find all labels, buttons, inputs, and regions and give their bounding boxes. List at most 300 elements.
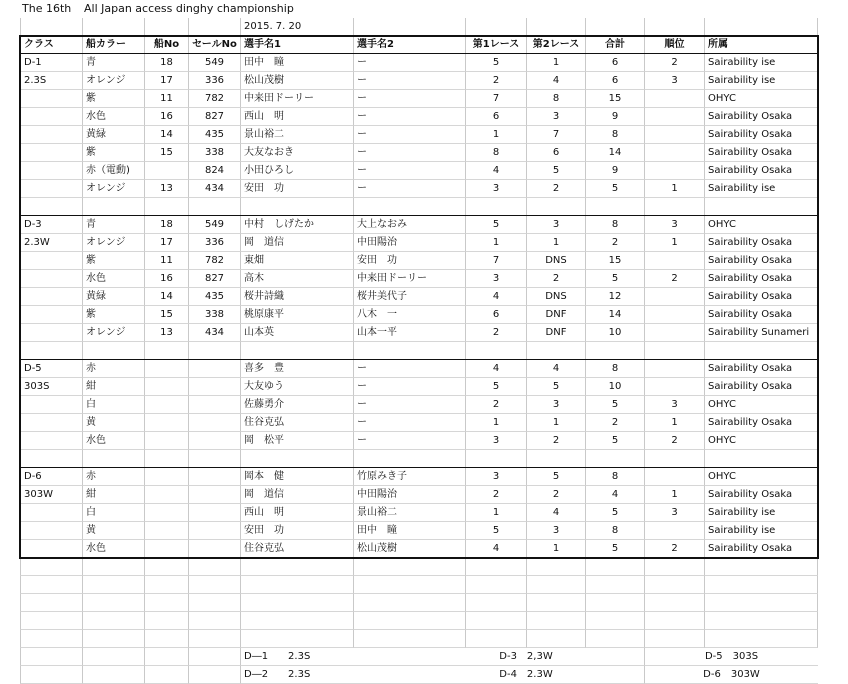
cell-sail-no[interactable] bbox=[189, 198, 241, 216]
cell-sail-no[interactable]: 338 bbox=[189, 144, 241, 162]
cell-sail-no[interactable]: 435 bbox=[189, 126, 241, 144]
cell-boat-color[interactable] bbox=[83, 630, 145, 648]
cell-sail-no[interactable] bbox=[189, 612, 241, 630]
cell-skipper-1[interactable]: 佐藤勇介 bbox=[241, 396, 354, 414]
cell-boat-no[interactable]: 15 bbox=[145, 306, 189, 324]
cell-sail-no[interactable] bbox=[189, 432, 241, 450]
cell-race-2[interactable]: DNF bbox=[527, 306, 586, 324]
cell-affiliation[interactable] bbox=[705, 576, 818, 594]
cell-affiliation[interactable]: OHYC bbox=[705, 90, 818, 108]
cell-race-2[interactable]: 3 bbox=[527, 108, 586, 126]
cell-boat-no[interactable]: 17 bbox=[145, 72, 189, 90]
cell-class[interactable] bbox=[20, 342, 83, 360]
cell-boat-no[interactable] bbox=[145, 378, 189, 396]
cell-rank[interactable] bbox=[645, 630, 705, 648]
cell-rank[interactable]: 2 bbox=[645, 540, 705, 558]
cell-affiliation[interactable]: OHYC bbox=[705, 396, 818, 414]
cell-total[interactable]: 8 bbox=[586, 360, 645, 378]
cell-skipper-2[interactable] bbox=[354, 18, 466, 36]
cell-race-2[interactable]: 2 bbox=[527, 180, 586, 198]
cell-class[interactable] bbox=[20, 252, 83, 270]
cell-affiliation[interactable]: Sairability Osaka bbox=[705, 486, 818, 504]
cell-rank[interactable]: 1 bbox=[645, 234, 705, 252]
cell-boat-no[interactable] bbox=[145, 432, 189, 450]
cell-boat-no[interactable]: 18 bbox=[145, 54, 189, 72]
cell-boat-color[interactable]: 黄 bbox=[83, 522, 145, 540]
cell-sail-no[interactable] bbox=[189, 576, 241, 594]
cell-race-1[interactable]: 8 bbox=[466, 144, 527, 162]
cell-boat-color[interactable]: オレンジ bbox=[83, 72, 145, 90]
cell-sail-no[interactable]: 434 bbox=[189, 324, 241, 342]
column-header-rank[interactable]: 順位 bbox=[645, 36, 705, 54]
cell-skipper-2[interactable]: 竹原みき子 bbox=[354, 468, 466, 486]
cell-skipper-1[interactable]: 高木 bbox=[241, 270, 354, 288]
cell-affiliation[interactable]: Sairability ise bbox=[705, 72, 818, 90]
cell-sail-no[interactable] bbox=[189, 504, 241, 522]
cell-boat-color[interactable]: 紫 bbox=[83, 90, 145, 108]
cell-boat-color[interactable]: 紫 bbox=[83, 144, 145, 162]
cell-class[interactable] bbox=[20, 90, 83, 108]
cell-race-1[interactable]: 3 bbox=[466, 180, 527, 198]
cell-race-2[interactable]: 7 bbox=[527, 126, 586, 144]
column-header-boat-color[interactable]: 船カラー bbox=[83, 36, 145, 54]
cell-total[interactable] bbox=[586, 648, 645, 666]
cell-total[interactable]: 5 bbox=[586, 270, 645, 288]
cell-total[interactable] bbox=[586, 612, 645, 630]
cell-skipper-2[interactable] bbox=[354, 630, 466, 648]
cell-skipper-1[interactable]: 大友なおき bbox=[241, 144, 354, 162]
cell-race-2[interactable]: 1 bbox=[527, 234, 586, 252]
cell-total[interactable] bbox=[586, 594, 645, 612]
cell-affiliation[interactable]: Sairability ise bbox=[705, 522, 818, 540]
cell-skipper-1[interactable]: 田中 瞳 bbox=[241, 54, 354, 72]
cell-sail-no[interactable]: 827 bbox=[189, 108, 241, 126]
cell-boat-no[interactable] bbox=[145, 198, 189, 216]
cell-skipper-2[interactable]: ー bbox=[354, 360, 466, 378]
cell-rank[interactable] bbox=[645, 342, 705, 360]
cell-skipper-2[interactable] bbox=[354, 558, 466, 576]
cell-affiliation[interactable]: Sairability Osaka bbox=[705, 270, 818, 288]
cell-boat-no[interactable] bbox=[145, 576, 189, 594]
cell-race-2[interactable] bbox=[527, 594, 586, 612]
cell-rank[interactable]: 3 bbox=[645, 216, 705, 234]
cell-affiliation[interactable]: Sairability Osaka bbox=[705, 144, 818, 162]
cell-race-1[interactable]: 5 bbox=[466, 378, 527, 396]
cell-class[interactable] bbox=[20, 630, 83, 648]
cell-race-2[interactable]: DNS bbox=[527, 288, 586, 306]
cell-race-1[interactable]: 2 bbox=[466, 324, 527, 342]
cell-affiliation[interactable] bbox=[705, 558, 818, 576]
cell-class[interactable] bbox=[20, 558, 83, 576]
footer-class-label[interactable]: D―2 2.3S bbox=[241, 666, 466, 684]
cell-affiliation[interactable]: Sairability Osaka bbox=[705, 252, 818, 270]
cell-total[interactable]: 15 bbox=[586, 252, 645, 270]
cell-sail-no[interactable]: 782 bbox=[189, 252, 241, 270]
cell-race-2[interactable]: 2 bbox=[527, 486, 586, 504]
cell-boat-no[interactable] bbox=[145, 450, 189, 468]
cell-affiliation[interactable] bbox=[705, 450, 818, 468]
cell-race-2[interactable] bbox=[527, 342, 586, 360]
cell-affiliation[interactable] bbox=[705, 198, 818, 216]
cell-boat-no[interactable] bbox=[145, 630, 189, 648]
cell-race-1[interactable]: 6 bbox=[466, 108, 527, 126]
cell-class[interactable] bbox=[20, 396, 83, 414]
cell-skipper-1[interactable]: 岡 松平 bbox=[241, 432, 354, 450]
cell-rank[interactable] bbox=[645, 306, 705, 324]
cell-affiliation[interactable]: Sairability Osaka bbox=[705, 108, 818, 126]
cell-boat-color[interactable] bbox=[83, 18, 145, 36]
cell-total[interactable]: 8 bbox=[586, 522, 645, 540]
cell-race-1[interactable]: 2 bbox=[466, 486, 527, 504]
cell-sail-no[interactable] bbox=[189, 378, 241, 396]
cell-sail-no[interactable]: 336 bbox=[189, 234, 241, 252]
cell-skipper-2[interactable] bbox=[354, 594, 466, 612]
cell-affiliation[interactable] bbox=[705, 594, 818, 612]
cell-affiliation[interactable] bbox=[705, 612, 818, 630]
cell-boat-color[interactable] bbox=[83, 612, 145, 630]
cell-boat-no[interactable]: 14 bbox=[145, 126, 189, 144]
cell-class[interactable] bbox=[20, 432, 83, 450]
cell-sail-no[interactable]: 435 bbox=[189, 288, 241, 306]
cell-skipper-1[interactable]: 安田 功 bbox=[241, 522, 354, 540]
cell-race-2[interactable]: 6 bbox=[527, 144, 586, 162]
cell-race-2[interactable]: 1 bbox=[527, 414, 586, 432]
cell-total[interactable] bbox=[586, 342, 645, 360]
cell-sail-no[interactable] bbox=[189, 594, 241, 612]
cell-race-1[interactable]: 5 bbox=[466, 216, 527, 234]
cell-affiliation[interactable]: Sairability Osaka bbox=[705, 360, 818, 378]
cell-sail-no[interactable] bbox=[189, 360, 241, 378]
cell-sail-no[interactable] bbox=[189, 666, 241, 684]
cell-affiliation[interactable]: Sairability Osaka bbox=[705, 540, 818, 558]
cell-rank[interactable]: 3 bbox=[645, 396, 705, 414]
cell-affiliation[interactable]: OHYC bbox=[705, 216, 818, 234]
cell-race-1[interactable]: 3 bbox=[466, 432, 527, 450]
cell-skipper-2[interactable]: ー bbox=[354, 144, 466, 162]
cell-total[interactable]: 6 bbox=[586, 72, 645, 90]
cell-race-2[interactable]: 8 bbox=[527, 90, 586, 108]
cell-boat-color[interactable] bbox=[83, 648, 145, 666]
cell-race-1[interactable]: 5 bbox=[466, 54, 527, 72]
cell-skipper-2[interactable]: ー bbox=[354, 414, 466, 432]
cell-race-1[interactable] bbox=[466, 630, 527, 648]
cell-class[interactable] bbox=[20, 540, 83, 558]
cell-class[interactable] bbox=[20, 576, 83, 594]
cell-race-1[interactable]: 4 bbox=[466, 360, 527, 378]
cell-boat-color[interactable]: 紺 bbox=[83, 486, 145, 504]
cell-class[interactable] bbox=[20, 162, 83, 180]
cell-skipper-2[interactable]: 中田陽治 bbox=[354, 486, 466, 504]
cell-skipper-2[interactable]: ー bbox=[354, 90, 466, 108]
cell-boat-color[interactable]: 赤 bbox=[83, 360, 145, 378]
cell-boat-no[interactable] bbox=[145, 18, 189, 36]
column-header-class[interactable]: クラス bbox=[20, 36, 83, 54]
cell-total[interactable]: 8 bbox=[586, 468, 645, 486]
cell-sail-no[interactable] bbox=[189, 558, 241, 576]
cell-skipper-1[interactable]: 安田 功 bbox=[241, 180, 354, 198]
cell-boat-color[interactable] bbox=[83, 576, 145, 594]
column-header-affiliation[interactable]: 所属 bbox=[705, 36, 818, 54]
cell-skipper-1[interactable] bbox=[241, 342, 354, 360]
cell-class[interactable]: D-1 bbox=[20, 54, 83, 72]
cell-class[interactable] bbox=[20, 450, 83, 468]
cell-class[interactable] bbox=[20, 108, 83, 126]
cell-affiliation[interactable] bbox=[705, 18, 818, 36]
cell-affiliation[interactable]: OHYC bbox=[705, 468, 818, 486]
cell-skipper-2[interactable]: 中来田ドーリー bbox=[354, 270, 466, 288]
cell-race-2[interactable] bbox=[527, 18, 586, 36]
cell-total[interactable]: 6 bbox=[586, 54, 645, 72]
cell-class[interactable] bbox=[20, 504, 83, 522]
cell-skipper-1[interactable] bbox=[241, 594, 354, 612]
cell-class[interactable]: D-3 bbox=[20, 216, 83, 234]
cell-race-2[interactable]: 4 bbox=[527, 504, 586, 522]
cell-skipper-2[interactable]: 桜井美代子 bbox=[354, 288, 466, 306]
cell-total[interactable] bbox=[586, 666, 645, 684]
cell-sail-no[interactable]: 434 bbox=[189, 180, 241, 198]
cell-sail-no[interactable] bbox=[189, 342, 241, 360]
cell-skipper-1[interactable] bbox=[241, 630, 354, 648]
cell-skipper-2[interactable]: 安田 功 bbox=[354, 252, 466, 270]
cell-boat-color[interactable] bbox=[83, 558, 145, 576]
cell-class[interactable]: 303S bbox=[20, 378, 83, 396]
cell-boat-no[interactable] bbox=[145, 594, 189, 612]
cell-race-2[interactable] bbox=[527, 450, 586, 468]
cell-race-1[interactable]: 3 bbox=[466, 468, 527, 486]
cell-rank[interactable]: 1 bbox=[645, 486, 705, 504]
cell-skipper-2[interactable] bbox=[354, 576, 466, 594]
cell-sail-no[interactable] bbox=[189, 414, 241, 432]
cell-class[interactable] bbox=[20, 144, 83, 162]
cell-boat-color[interactable] bbox=[83, 198, 145, 216]
cell-sail-no[interactable] bbox=[189, 468, 241, 486]
cell-skipper-1[interactable]: 西山 明 bbox=[241, 108, 354, 126]
footer-class-label[interactable]: D-5 303S bbox=[645, 648, 818, 666]
cell-total[interactable]: 9 bbox=[586, 162, 645, 180]
cell-rank[interactable] bbox=[645, 108, 705, 126]
cell-sail-no[interactable]: 336 bbox=[189, 72, 241, 90]
cell-skipper-1[interactable] bbox=[241, 198, 354, 216]
cell-skipper-1[interactable]: 住谷克弘 bbox=[241, 540, 354, 558]
cell-race-2[interactable] bbox=[527, 576, 586, 594]
cell-race-2[interactable] bbox=[527, 612, 586, 630]
cell-sail-no[interactable]: 824 bbox=[189, 162, 241, 180]
cell-rank[interactable] bbox=[645, 144, 705, 162]
cell-total[interactable]: 5 bbox=[586, 396, 645, 414]
cell-race-1[interactable] bbox=[466, 198, 527, 216]
cell-rank[interactable]: 2 bbox=[645, 54, 705, 72]
cell-skipper-2[interactable]: 景山裕二 bbox=[354, 504, 466, 522]
cell-sail-no[interactable] bbox=[189, 522, 241, 540]
cell-class[interactable] bbox=[20, 198, 83, 216]
cell-skipper-2[interactable]: 八木 一 bbox=[354, 306, 466, 324]
column-header-boat-no[interactable]: 船No bbox=[145, 36, 189, 54]
cell-boat-no[interactable]: 13 bbox=[145, 324, 189, 342]
cell-boat-no[interactable]: 11 bbox=[145, 252, 189, 270]
cell-sail-no[interactable] bbox=[189, 450, 241, 468]
cell-total[interactable]: 5 bbox=[586, 504, 645, 522]
cell-class[interactable]: 303W bbox=[20, 486, 83, 504]
cell-total[interactable] bbox=[586, 450, 645, 468]
cell-total[interactable]: 14 bbox=[586, 144, 645, 162]
cell-affiliation[interactable]: Sairability Sunameri bbox=[705, 324, 818, 342]
cell-class[interactable] bbox=[20, 18, 83, 36]
cell-rank[interactable]: 1 bbox=[645, 180, 705, 198]
cell-rank[interactable] bbox=[645, 468, 705, 486]
cell-total[interactable]: 8 bbox=[586, 126, 645, 144]
cell-total[interactable]: 4 bbox=[586, 486, 645, 504]
column-header-race-1[interactable]: 第1レース bbox=[466, 36, 527, 54]
cell-boat-no[interactable]: 13 bbox=[145, 180, 189, 198]
cell-skipper-1[interactable]: 景山裕二 bbox=[241, 126, 354, 144]
cell-sail-no[interactable]: 782 bbox=[189, 90, 241, 108]
cell-race-1[interactable] bbox=[466, 18, 527, 36]
cell-affiliation[interactable]: Sairability Osaka bbox=[705, 288, 818, 306]
column-header-skipper-2[interactable]: 選手名2 bbox=[354, 36, 466, 54]
cell-race-2[interactable]: 3 bbox=[527, 216, 586, 234]
column-header-total[interactable]: 合計 bbox=[586, 36, 645, 54]
cell-rank[interactable] bbox=[645, 252, 705, 270]
cell-skipper-2[interactable]: ー bbox=[354, 126, 466, 144]
cell-total[interactable] bbox=[586, 576, 645, 594]
cell-skipper-1[interactable]: 東畑 bbox=[241, 252, 354, 270]
cell-skipper-1[interactable] bbox=[241, 450, 354, 468]
cell-race-2[interactable]: 5 bbox=[527, 468, 586, 486]
cell-sail-no[interactable] bbox=[189, 540, 241, 558]
cell-boat-no[interactable] bbox=[145, 342, 189, 360]
cell-rank[interactable] bbox=[645, 594, 705, 612]
cell-skipper-2[interactable] bbox=[354, 450, 466, 468]
cell-skipper-2[interactable]: 山本一平 bbox=[354, 324, 466, 342]
cell-race-1[interactable]: 1 bbox=[466, 126, 527, 144]
cell-skipper-2[interactable]: ー bbox=[354, 162, 466, 180]
cell-boat-no[interactable]: 11 bbox=[145, 90, 189, 108]
cell-class[interactable] bbox=[20, 414, 83, 432]
column-header-skipper-1[interactable]: 選手名1 bbox=[241, 36, 354, 54]
cell-boat-no[interactable] bbox=[145, 468, 189, 486]
cell-total[interactable] bbox=[586, 558, 645, 576]
cell-boat-color[interactable]: 青 bbox=[83, 54, 145, 72]
cell-skipper-1[interactable]: 岡 道信 bbox=[241, 234, 354, 252]
cell-skipper-1[interactable]: 岡 道信 bbox=[241, 486, 354, 504]
cell-skipper-1[interactable]: 桃原康平 bbox=[241, 306, 354, 324]
cell-affiliation[interactable]: OHYC bbox=[705, 432, 818, 450]
cell-boat-no[interactable] bbox=[145, 666, 189, 684]
cell-boat-no[interactable]: 17 bbox=[145, 234, 189, 252]
cell-total[interactable]: 2 bbox=[586, 414, 645, 432]
cell-boat-no[interactable]: 15 bbox=[145, 144, 189, 162]
cell-skipper-1[interactable]: 岡本 健 bbox=[241, 468, 354, 486]
cell-affiliation[interactable] bbox=[705, 342, 818, 360]
cell-boat-color[interactable]: 黄 bbox=[83, 414, 145, 432]
footer-class-label[interactable]: D-3 2,3W bbox=[466, 648, 586, 666]
cell-total[interactable]: 10 bbox=[586, 324, 645, 342]
cell-race-2[interactable]: 5 bbox=[527, 378, 586, 396]
cell-rank[interactable] bbox=[645, 378, 705, 396]
cell-class[interactable]: 2.3S bbox=[20, 72, 83, 90]
cell-race-1[interactable]: 6 bbox=[466, 306, 527, 324]
cell-rank[interactable] bbox=[645, 162, 705, 180]
cell-boat-no[interactable] bbox=[145, 162, 189, 180]
cell-total[interactable]: 2 bbox=[586, 234, 645, 252]
cell-boat-color[interactable]: 青 bbox=[83, 216, 145, 234]
footer-class-label[interactable]: D―1 2.3S bbox=[241, 648, 466, 666]
cell-race-2[interactable]: 4 bbox=[527, 72, 586, 90]
cell-boat-color[interactable]: オレンジ bbox=[83, 180, 145, 198]
cell-sail-no[interactable] bbox=[189, 396, 241, 414]
column-header-sail-no[interactable]: セールNo bbox=[189, 36, 241, 54]
cell-class[interactable] bbox=[20, 612, 83, 630]
cell-race-2[interactable]: 3 bbox=[527, 396, 586, 414]
cell-class[interactable]: 2.3W bbox=[20, 234, 83, 252]
cell-skipper-2[interactable]: 中田陽治 bbox=[354, 234, 466, 252]
cell-skipper-2[interactable]: ー bbox=[354, 432, 466, 450]
cell-boat-color[interactable] bbox=[83, 342, 145, 360]
cell-class[interactable] bbox=[20, 666, 83, 684]
cell-race-2[interactable]: DNF bbox=[527, 324, 586, 342]
cell-class[interactable] bbox=[20, 126, 83, 144]
cell-sail-no[interactable] bbox=[189, 648, 241, 666]
cell-class[interactable] bbox=[20, 306, 83, 324]
cell-race-2[interactable] bbox=[527, 198, 586, 216]
cell-rank[interactable] bbox=[645, 612, 705, 630]
cell-sail-no[interactable]: 549 bbox=[189, 216, 241, 234]
cell-race-2[interactable] bbox=[527, 630, 586, 648]
cell-rank[interactable] bbox=[645, 576, 705, 594]
cell-rank[interactable] bbox=[645, 558, 705, 576]
cell-class[interactable]: D-5 bbox=[20, 360, 83, 378]
cell-race-1[interactable]: 4 bbox=[466, 288, 527, 306]
cell-total[interactable]: 5 bbox=[586, 432, 645, 450]
cell-skipper-2[interactable] bbox=[354, 612, 466, 630]
cell-race-1[interactable]: 3 bbox=[466, 270, 527, 288]
cell-boat-color[interactable]: 黄緑 bbox=[83, 126, 145, 144]
cell-affiliation[interactable]: Sairability Osaka bbox=[705, 378, 818, 396]
cell-race-2[interactable]: 1 bbox=[527, 54, 586, 72]
cell-skipper-2[interactable]: ー bbox=[354, 108, 466, 126]
cell-skipper-1[interactable] bbox=[241, 612, 354, 630]
cell-boat-no[interactable] bbox=[145, 414, 189, 432]
cell-class[interactable]: D-6 bbox=[20, 468, 83, 486]
cell-race-1[interactable] bbox=[466, 450, 527, 468]
cell-race-2[interactable]: 3 bbox=[527, 522, 586, 540]
cell-total[interactable]: 12 bbox=[586, 288, 645, 306]
cell-boat-color[interactable]: 水色 bbox=[83, 270, 145, 288]
cell-skipper-2[interactable] bbox=[354, 198, 466, 216]
cell-boat-color[interactable] bbox=[83, 450, 145, 468]
cell-skipper-1[interactable] bbox=[241, 558, 354, 576]
cell-boat-no[interactable]: 16 bbox=[145, 108, 189, 126]
footer-class-label[interactable]: D-4 2.3W bbox=[466, 666, 586, 684]
cell-sail-no[interactable]: 827 bbox=[189, 270, 241, 288]
cell-race-1[interactable]: 4 bbox=[466, 540, 527, 558]
cell-boat-color[interactable]: 水色 bbox=[83, 540, 145, 558]
cell-affiliation[interactable]: Sairability ise bbox=[705, 504, 818, 522]
cell-race-2[interactable]: 2 bbox=[527, 270, 586, 288]
cell-boat-color[interactable]: 水色 bbox=[83, 108, 145, 126]
cell-boat-color[interactable]: 白 bbox=[83, 396, 145, 414]
cell-skipper-2[interactable] bbox=[354, 342, 466, 360]
cell-race-1[interactable] bbox=[466, 558, 527, 576]
cell-boat-no[interactable]: 18 bbox=[145, 216, 189, 234]
event-date[interactable]: 2015. 7. 20 bbox=[241, 18, 354, 36]
cell-affiliation[interactable]: Sairability Osaka bbox=[705, 162, 818, 180]
cell-skipper-1[interactable]: 桜井詩織 bbox=[241, 288, 354, 306]
cell-rank[interactable] bbox=[645, 360, 705, 378]
cell-race-1[interactable]: 1 bbox=[466, 504, 527, 522]
cell-boat-no[interactable] bbox=[145, 396, 189, 414]
cell-rank[interactable]: 1 bbox=[645, 414, 705, 432]
